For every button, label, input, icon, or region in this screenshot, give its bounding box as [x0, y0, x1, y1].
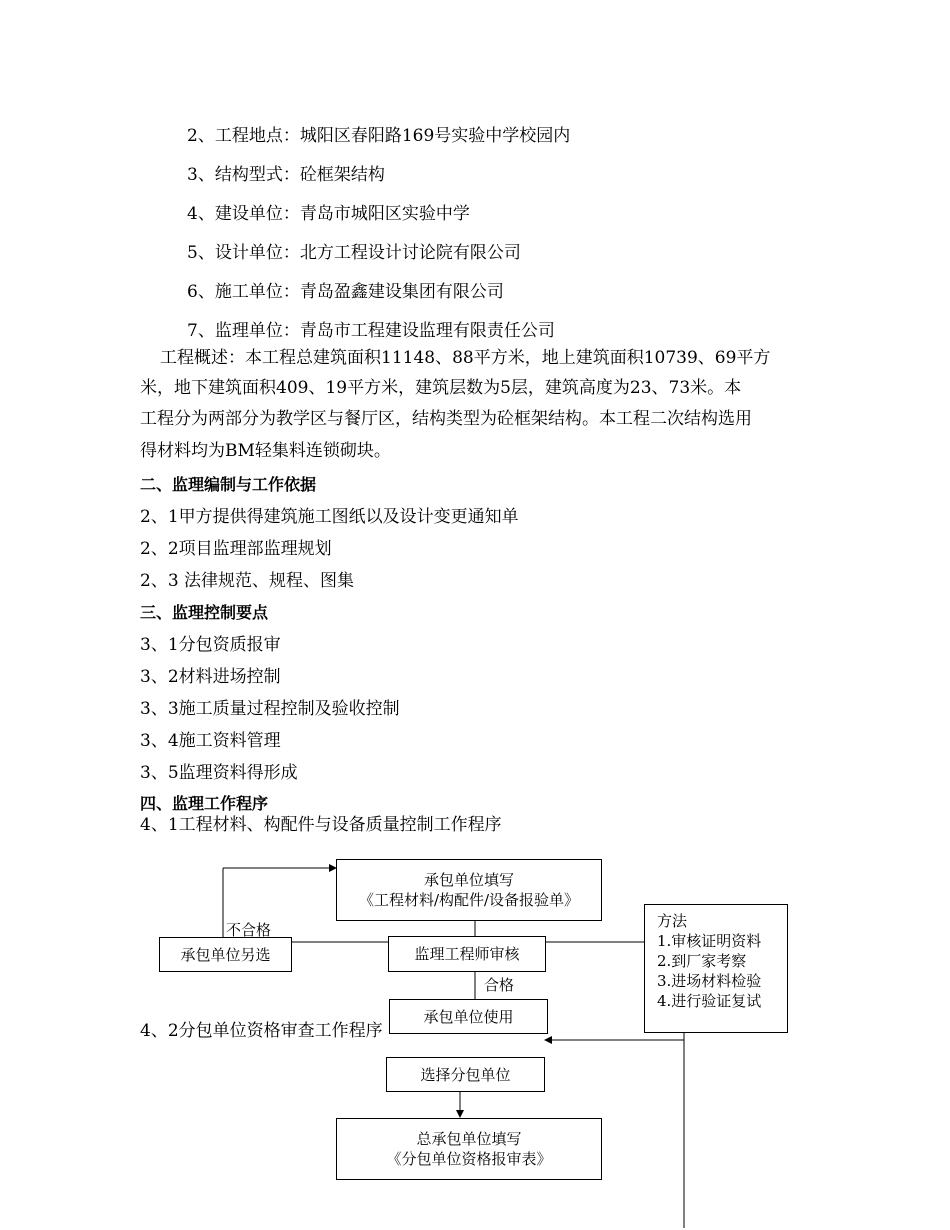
section3-item: 3、5监理资料得形成: [140, 763, 298, 783]
info-line-designer: 5、设计单位：北方工程设计讨论院有限公司: [187, 243, 521, 263]
engineer-review-label: 监理工程师审核: [414, 945, 520, 963]
overview-line: 米，地下建筑面积409、19平方米，建筑层数为5层，建筑高度为23、73米。本: [140, 378, 742, 398]
overview-line: 工程分为两部分为教学区与餐厅区，结构类型为砼框架结构。本工程二次结构选用: [140, 409, 752, 429]
section3-heading: 三、监理控制要点: [140, 603, 269, 622]
reselect-box: [159, 937, 292, 972]
fail-label: 不合格: [226, 921, 272, 939]
submit-report-box: [336, 859, 602, 921]
section4-sub1: 4、1工程材料、构配件与设备质量控制工作程序: [140, 815, 502, 835]
info-line-structure: 3、结构型式：砼框架结构: [187, 165, 385, 185]
info-line-contractor: 6、施工单位：青岛盈鑫建设集团有限公司: [187, 282, 504, 302]
section3-item: 3、1分包资质报审: [140, 635, 281, 655]
submit-report-line2: 《工程材料/构配件/设备报验单》: [358, 891, 580, 909]
overview-line: 得材料均为BM轻集料连锁砌块。: [140, 441, 391, 461]
select-subcontractor-label: 选择分包单位: [420, 1065, 511, 1084]
method-box: [644, 904, 788, 1033]
section4-sub2: 4、2分包单位资格审查工作程序: [140, 1021, 383, 1041]
section3-item: 3、4施工资料管理: [140, 731, 281, 751]
section2-item: 2、1甲方提供得建筑施工图纸以及设计变更通知单: [140, 507, 519, 527]
pass-label: 合格: [484, 976, 515, 994]
reselect-label: 承包单位另选: [180, 945, 271, 964]
info-line-location: 2、工程地点：城阳区春阳路169号实验中学校园内: [187, 126, 571, 146]
submit-report-line1: 承包单位填写: [423, 871, 514, 889]
method-item: 3.进场材料检验: [657, 972, 762, 990]
fill-line1: 总承包单位填写: [416, 1130, 522, 1148]
method-title: 方法: [657, 912, 688, 930]
section2-item: 2、2项目监理部监理规划: [140, 539, 332, 559]
info-line-owner: 4、建设单位：青岛市城阳区实验中学: [187, 204, 470, 224]
general-contractor-fill-box: [336, 1118, 602, 1180]
overview-line: 工程概述：本工程总建筑面积11148、88平方米，地上建筑面积10739、69平方: [160, 348, 771, 368]
contractor-use-box: [389, 999, 548, 1034]
contractor-use-label: 承包单位使用: [423, 1007, 514, 1026]
engineer-review-box: [388, 936, 546, 972]
section2-item: 2、3 法律规范、规程、图集: [140, 571, 355, 591]
method-item: 1.审核证明资料: [657, 932, 762, 950]
section2-heading: 二、监理编制与工作依据: [140, 475, 317, 494]
method-item: 2.到厂家考察: [657, 952, 747, 970]
section3-item: 3、2材料进场控制: [140, 667, 281, 687]
section4-heading: 四、监理工作程序: [140, 794, 269, 813]
method-item: 4.进行验证复试: [657, 992, 762, 1010]
section3-item: 3、3施工质量过程控制及验收控制: [140, 699, 400, 719]
fill-line2: 《分包单位资格报审表》: [386, 1150, 552, 1168]
select-subcontractor-box: [386, 1057, 545, 1092]
info-line-supervisor: 7、监理单位：青岛市工程建设监理有限责任公司: [187, 321, 555, 341]
